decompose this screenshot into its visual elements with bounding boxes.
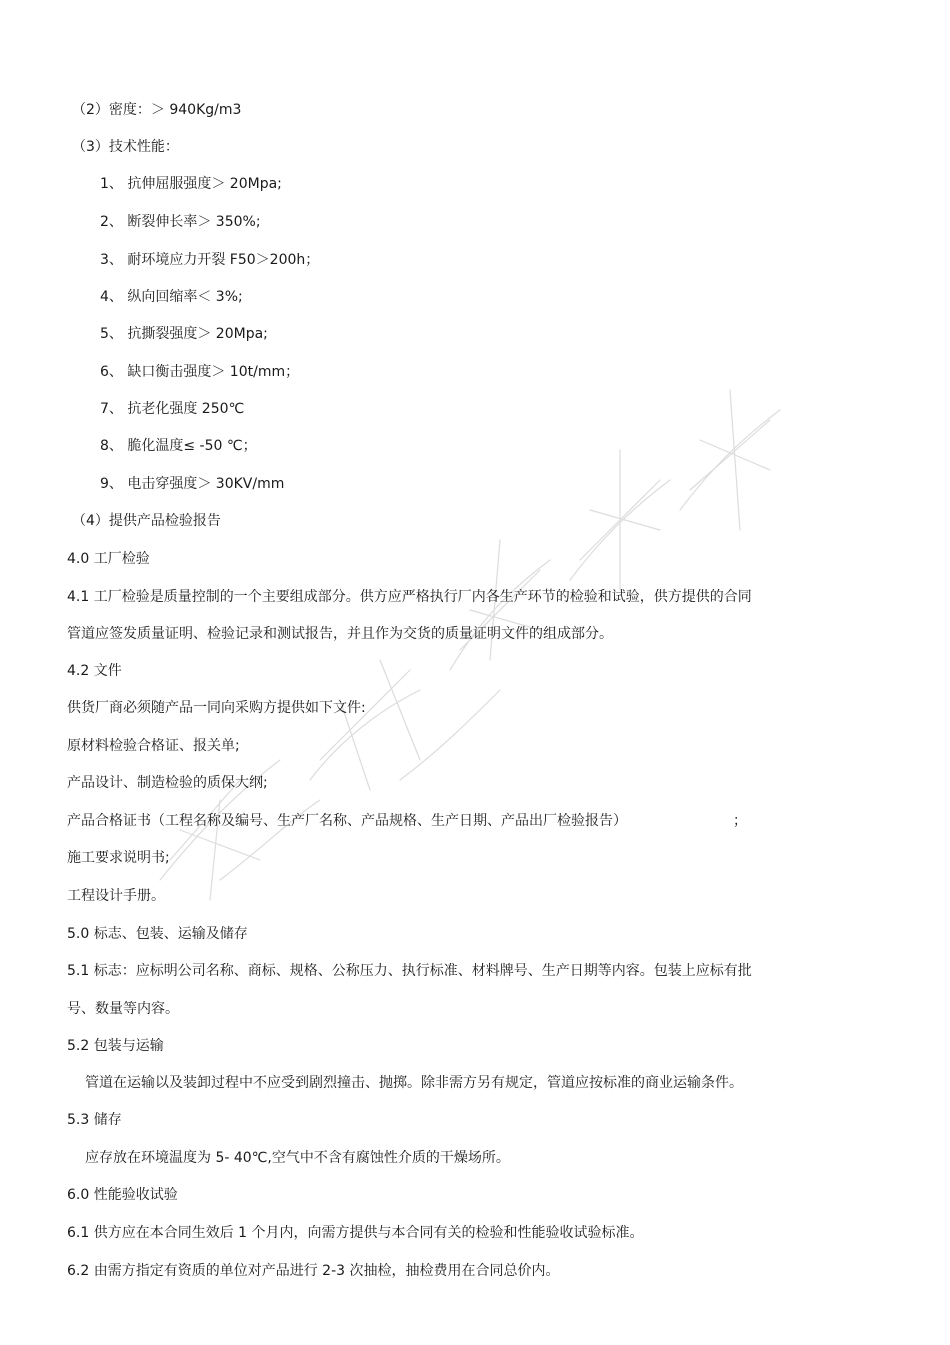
tech-item: 4、 纵向回缩率＜ 3%; <box>100 289 243 305</box>
density-line: （2）密度：＞ 940Kg/m3 <box>72 102 242 118</box>
section-4-1-line2: 管道应签发质量证明、检验记录和测试报告，并且作为交货的质量证明文件的组成部分。 <box>67 626 613 642</box>
tech-item: 2、 断裂伸长率＞ 350%; <box>100 214 261 230</box>
inspection-report-line: （4）提供产品检验报告 <box>72 513 221 529</box>
tech-item: 7、 抗老化强度 250℃ <box>100 401 245 417</box>
tech-item: 6、 缺口衡击强度＞ 10t/mm； <box>100 364 300 380</box>
document-item: 工程设计手册。 <box>67 888 165 904</box>
section-heading-4-0: 4.0 工厂检验 <box>67 551 150 567</box>
document-item: 产品合格证书（工程名称及编号、生产厂名称、产品规格、生产日期、产品出厂检验报告） <box>67 813 627 829</box>
tech-performance-heading: （3）技术性能： <box>72 139 179 155</box>
section-heading-4-2: 4.2 文件 <box>67 663 122 679</box>
document-item: 施工要求说明书; <box>67 850 170 866</box>
section-4-2-intro: 供货厂商必须随产品一同向采购方提供如下文件: <box>67 700 366 716</box>
document-item: 产品设计、制造检验的质保大纲; <box>67 775 268 791</box>
tech-item: 5、 抗撕裂强度＞ 20Mpa; <box>100 326 268 342</box>
section-heading-5-2: 5.2 包装与运输 <box>67 1038 164 1054</box>
section-heading-5-3: 5.3 储存 <box>67 1112 122 1128</box>
document-item: 原材料检验合格证、报关单; <box>67 738 240 754</box>
section-5-1-line1: 5.1 标志：应标明公司名称、商标、规格、公称压力、执行标准、材料牌号、生产日期等内容。包装上应标有批 <box>67 963 752 979</box>
section-heading-5-0: 5.0 标志、包装、运输及储存 <box>67 926 248 942</box>
section-6-2: 6.2 由需方指定有资质的单位对产品进行 2-3 次抽检，抽检费用在合同总价内。 <box>67 1263 560 1279</box>
section-6-1: 6.1 供方应在本合同生效后 1 个月内，向需方提供与本合同有关的检验和性能验收试验标准。 <box>67 1225 644 1241</box>
tech-item: 3、 耐环境应力开裂 F50＞200h； <box>100 252 320 268</box>
tech-item: 1、 抗伸屈服强度＞ 20Mpa; <box>100 176 282 192</box>
section-heading-6-0: 6.0 性能验收试验 <box>67 1187 178 1203</box>
section-5-2-body: 管道在运输以及装卸过程中不应受到剧烈撞击、抛掷。除非需方另有规定，管道应按标准的商业运输条件。 <box>85 1075 743 1091</box>
section-4-1-line1: 4.1 工厂检验是质量控制的一个主要组成部分。供方应严格执行厂内各生产环节的检验和试验，供方提供的合同 <box>67 589 752 605</box>
section-5-3-body: 应存放在环境温度为 5- 40℃,空气中不含有腐蚀性介质的干燥场所。 <box>85 1150 510 1166</box>
tech-item: 8、 脆化温度≤ -50 ℃； <box>100 438 257 454</box>
section-5-1-line2: 号、数量等内容。 <box>67 1001 179 1017</box>
document-item-tail: ； <box>733 813 747 829</box>
tech-item: 9、 电击穿强度＞ 30KV/mm <box>100 476 285 492</box>
